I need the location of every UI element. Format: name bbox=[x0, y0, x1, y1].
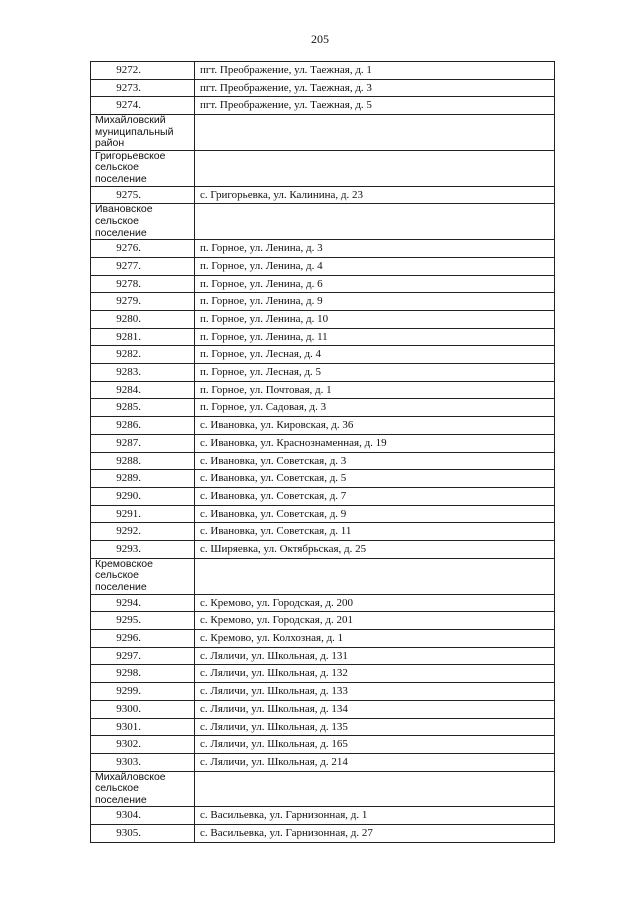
group-name-line: сельское bbox=[95, 161, 139, 174]
row-number: 9273. bbox=[91, 79, 195, 97]
empty-cell bbox=[195, 558, 555, 594]
table-row bbox=[91, 275, 555, 293]
table-row bbox=[91, 417, 555, 435]
row-address: с. Ширяевка, ул. Октябрьская, д. 25 bbox=[195, 541, 555, 559]
group-name-line: сельское bbox=[95, 214, 139, 227]
row-address: с. Григорьевка, ул. Калинина, д. 23 bbox=[195, 186, 555, 204]
group-name-line: Михайловский bbox=[95, 114, 166, 127]
table-row bbox=[91, 79, 555, 97]
empty-cell bbox=[195, 771, 555, 807]
table-row bbox=[91, 293, 555, 311]
row-address: с. Ивановка, ул. Советская, д. 5 bbox=[195, 470, 555, 488]
row-address: п. Горное, ул. Лесная, д. 5 bbox=[195, 364, 555, 382]
row-address: с. Кремово, ул. Городская, д. 201 bbox=[195, 612, 555, 630]
table-row bbox=[91, 310, 555, 328]
row-address: пгт. Преображение, ул. Таежная, д. 5 bbox=[195, 97, 555, 115]
row-address: с. Ляличи, ул. Школьная, д. 131 bbox=[195, 647, 555, 665]
table-row bbox=[91, 62, 555, 80]
group-name-line: поселение bbox=[95, 173, 147, 186]
table-row bbox=[91, 399, 555, 417]
table-row bbox=[91, 452, 555, 470]
group-header-row bbox=[91, 150, 555, 186]
row-number: 9303. bbox=[91, 753, 195, 771]
row-address: с. Васильевка, ул. Гарнизонная, д. 27 bbox=[195, 825, 555, 843]
group-name bbox=[91, 150, 195, 186]
group-name-line: Григорьевское bbox=[95, 150, 166, 162]
empty-cell bbox=[195, 115, 555, 151]
row-address: с. Васильевка, ул. Гарнизонная, д. 1 bbox=[195, 807, 555, 825]
row-number: 9297. bbox=[91, 647, 195, 665]
table-row bbox=[91, 700, 555, 718]
row-address: с. Ивановка, ул. Советская, д. 7 bbox=[195, 488, 555, 506]
row-number: 9296. bbox=[91, 630, 195, 648]
row-number: 9302. bbox=[91, 736, 195, 754]
row-number: 9279. bbox=[91, 293, 195, 311]
table-row bbox=[91, 541, 555, 559]
group-header-row bbox=[91, 115, 555, 151]
row-number: 9288. bbox=[91, 452, 195, 470]
table-row bbox=[91, 807, 555, 825]
group-name-line: сельское bbox=[95, 782, 139, 795]
table-row bbox=[91, 434, 555, 452]
group-header-row bbox=[91, 204, 555, 240]
row-address: п. Горное, ул. Ленина, д. 10 bbox=[195, 310, 555, 328]
table-row bbox=[91, 364, 555, 382]
row-number: 9289. bbox=[91, 470, 195, 488]
row-address: п. Горное, ул. Ленина, д. 9 bbox=[195, 293, 555, 311]
row-address: п. Горное, ул. Садовая, д. 3 bbox=[195, 399, 555, 417]
group-name bbox=[91, 204, 195, 240]
row-address: с. Ляличи, ул. Школьная, д. 134 bbox=[195, 700, 555, 718]
row-address: п. Горное, ул. Ленина, д. 3 bbox=[195, 240, 555, 258]
row-number: 9300. bbox=[91, 700, 195, 718]
row-number: 9276. bbox=[91, 240, 195, 258]
row-number: 9282. bbox=[91, 346, 195, 364]
group-name bbox=[91, 558, 195, 594]
table-row bbox=[91, 186, 555, 204]
table-row bbox=[91, 240, 555, 258]
row-number: 9291. bbox=[91, 505, 195, 523]
group-name-line: муниципальный bbox=[95, 125, 174, 138]
row-number: 9272. bbox=[91, 62, 195, 80]
row-number: 9275. bbox=[91, 186, 195, 204]
row-address: п. Горное, ул. Ленина, д. 6 bbox=[195, 275, 555, 293]
table-row bbox=[91, 97, 555, 115]
row-address: с. Ляличи, ул. Школьная, д. 135 bbox=[195, 718, 555, 736]
row-number: 9290. bbox=[91, 488, 195, 506]
group-name-line: поселение bbox=[95, 581, 147, 593]
row-number: 9301. bbox=[91, 718, 195, 736]
row-address: п. Горное, ул. Лесная, д. 4 bbox=[195, 346, 555, 364]
group-name bbox=[91, 115, 195, 151]
row-address: с. Ляличи, ул. Школьная, д. 133 bbox=[195, 683, 555, 701]
row-address: п. Горное, ул. Ленина, д. 4 bbox=[195, 257, 555, 275]
page-number: 205 bbox=[311, 32, 329, 46]
group-name-line: поселение bbox=[95, 226, 147, 239]
row-number: 9286. bbox=[91, 417, 195, 435]
row-number: 9294. bbox=[91, 594, 195, 612]
row-address: с. Ивановка, ул. Советская, д. 3 bbox=[195, 452, 555, 470]
row-number: 9284. bbox=[91, 381, 195, 399]
row-number: 9293. bbox=[91, 541, 195, 559]
group-name-line: Кремовское bbox=[95, 558, 153, 570]
row-number: 9285. bbox=[91, 399, 195, 417]
table-row bbox=[91, 825, 555, 843]
row-address: с. Ляличи, ул. Школьная, д. 165 bbox=[195, 736, 555, 754]
row-address: пгт. Преображение, ул. Таежная, д. 3 bbox=[195, 79, 555, 97]
row-number: 9283. bbox=[91, 364, 195, 382]
address-table-body bbox=[91, 62, 555, 843]
group-header-row bbox=[91, 558, 555, 594]
row-address: с. Ляличи, ул. Школьная, д. 214 bbox=[195, 753, 555, 771]
row-address: пгт. Преображение, ул. Таежная, д. 1 bbox=[195, 62, 555, 80]
row-address: с. Ляличи, ул. Школьная, д. 132 bbox=[195, 665, 555, 683]
row-number: 9280. bbox=[91, 310, 195, 328]
row-number: 9274. bbox=[91, 97, 195, 115]
empty-cell bbox=[195, 150, 555, 186]
table-row bbox=[91, 753, 555, 771]
table-row bbox=[91, 257, 555, 275]
table-row bbox=[91, 505, 555, 523]
table-row bbox=[91, 630, 555, 648]
row-number: 9305. bbox=[91, 825, 195, 843]
row-number: 9278. bbox=[91, 275, 195, 293]
row-number: 9295. bbox=[91, 612, 195, 630]
table-row bbox=[91, 594, 555, 612]
group-name-line: сельское bbox=[95, 569, 139, 582]
table-row bbox=[91, 736, 555, 754]
row-address: с. Ивановка, ул. Советская, д. 9 bbox=[195, 505, 555, 523]
table-row bbox=[91, 523, 555, 541]
row-number: 9299. bbox=[91, 683, 195, 701]
row-number: 9287. bbox=[91, 434, 195, 452]
row-number: 9277. bbox=[91, 257, 195, 275]
row-number: 9292. bbox=[91, 523, 195, 541]
row-address: с. Ивановка, ул. Советская, д. 11 bbox=[195, 523, 555, 541]
row-number: 9304. bbox=[91, 807, 195, 825]
address-table bbox=[90, 61, 555, 843]
table-row bbox=[91, 647, 555, 665]
row-number: 9281. bbox=[91, 328, 195, 346]
table-row bbox=[91, 718, 555, 736]
table-row bbox=[91, 488, 555, 506]
row-address: п. Горное, ул. Почтовая, д. 1 bbox=[195, 381, 555, 399]
group-name bbox=[91, 771, 195, 807]
table-row bbox=[91, 683, 555, 701]
group-name-line: район bbox=[95, 137, 125, 150]
table-row bbox=[91, 612, 555, 630]
row-address: с. Ивановка, ул. Кировская, д. 36 bbox=[195, 417, 555, 435]
group-name-line: Ивановское bbox=[95, 203, 153, 216]
group-header-row bbox=[91, 771, 555, 807]
row-address: с. Ивановка, ул. Краснознаменная, д. 19 bbox=[195, 434, 555, 452]
row-address: п. Горное, ул. Ленина, д. 11 bbox=[195, 328, 555, 346]
row-address: с. Кремово, ул. Колхозная, д. 1 bbox=[195, 630, 555, 648]
empty-cell bbox=[195, 204, 555, 240]
group-name-line: поселение bbox=[95, 793, 147, 806]
table-row bbox=[91, 470, 555, 488]
row-number: 9298. bbox=[91, 665, 195, 683]
group-name-line: Михайловское bbox=[95, 771, 166, 783]
table-row bbox=[91, 381, 555, 399]
table-row bbox=[91, 328, 555, 346]
table-row bbox=[91, 346, 555, 364]
table-row bbox=[91, 665, 555, 683]
row-address: с. Кремово, ул. Городская, д. 200 bbox=[195, 594, 555, 612]
